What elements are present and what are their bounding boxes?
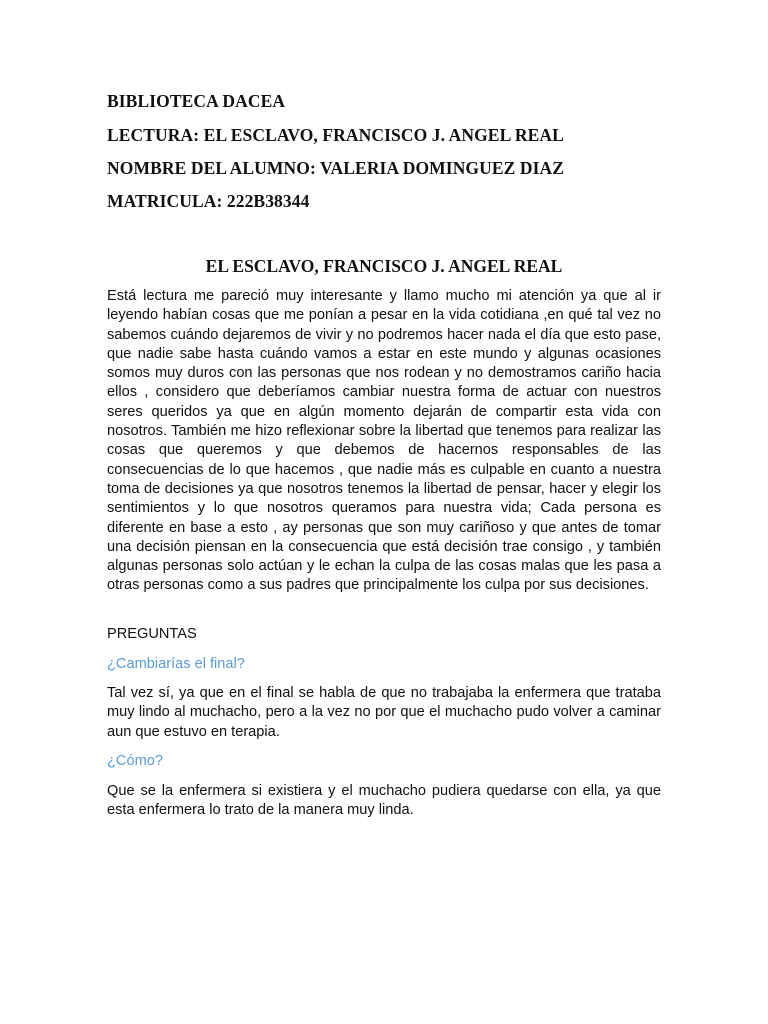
student-name-line: NOMBRE DEL ALUMNO: VALERIA DOMINGUEZ DIAZ bbox=[107, 158, 565, 178]
essay-paragraph: Está lectura me pareció muy interesante y llamo mucho mi atención ya que al ir leyendo habían cosas que me ponían a pesar en la vida cotidiana ,en qué tal vez no sabemos cuándo dejaremos de vivir y no podremos hacer nada el día que esto pase, que nadie sabe hasta cuándo vamos a estar en este mundo y algunas ocasiones somos muy duros con las personas que nos rodean y no demostramos cariño hacia ellos , considero que deberíamos cambiar nuestra forma de actuar con nuestros seres queridos ya que en algún momento dejarán de compartir esta vida con nosotros. También me hizo reflexionar sobre la libertad que tenemos para realizar las cosas que queremos y que debemos de hacernos responsables de las consecuencias de lo que hacemos , que nadie más es culpable en cuanto a nuestra toma de decisiones ya que nosotros tenemos la libertad de pensar, hacer y elegir los sentimientos y lo que nosotros queramos para nuestra vida; Cada persona es diferente en base a esto , ay personas que son muy cariñoso y que antes de tomar una decisión piensan en la consecuencia que está decisión trae consigo , y también algunas personas solo actúan y le echan la culpa de las cosas malas que les pasa a otras personas como a sus padres que principalmente los culpa por sus decisiones. bbox=[107, 288, 661, 594]
question-1: ¿Cambiarías el final? bbox=[107, 656, 245, 672]
answer-1: Tal vez sí, ya que en el final se habla de que no trabajaba la enfermera que trataba muy lindo al muchacho, pero a la vez no por que el muchacho pudo volver a caminar aun que estuvo en terapia. bbox=[107, 685, 661, 740]
questions-heading: PREGUNTAS bbox=[107, 626, 197, 642]
library-name: BIBLIOTECA DACEA bbox=[107, 91, 286, 111]
document-title: EL ESCLAVO, FRANCISCO J. ANGEL REAL bbox=[205, 256, 563, 276]
reading-title-line: LECTURA: EL ESCLAVO, FRANCISCO J. ANGEL REAL bbox=[107, 125, 564, 145]
student-id-line: MATRICULA: 222B38344 bbox=[107, 191, 310, 211]
answer-2: Que se la enfermera si existiera y el muchacho pudiera quedarse con ella, ya que esta enfermera lo trato de la manera muy linda. bbox=[107, 783, 661, 819]
question-2: ¿Cómo? bbox=[107, 753, 163, 769]
